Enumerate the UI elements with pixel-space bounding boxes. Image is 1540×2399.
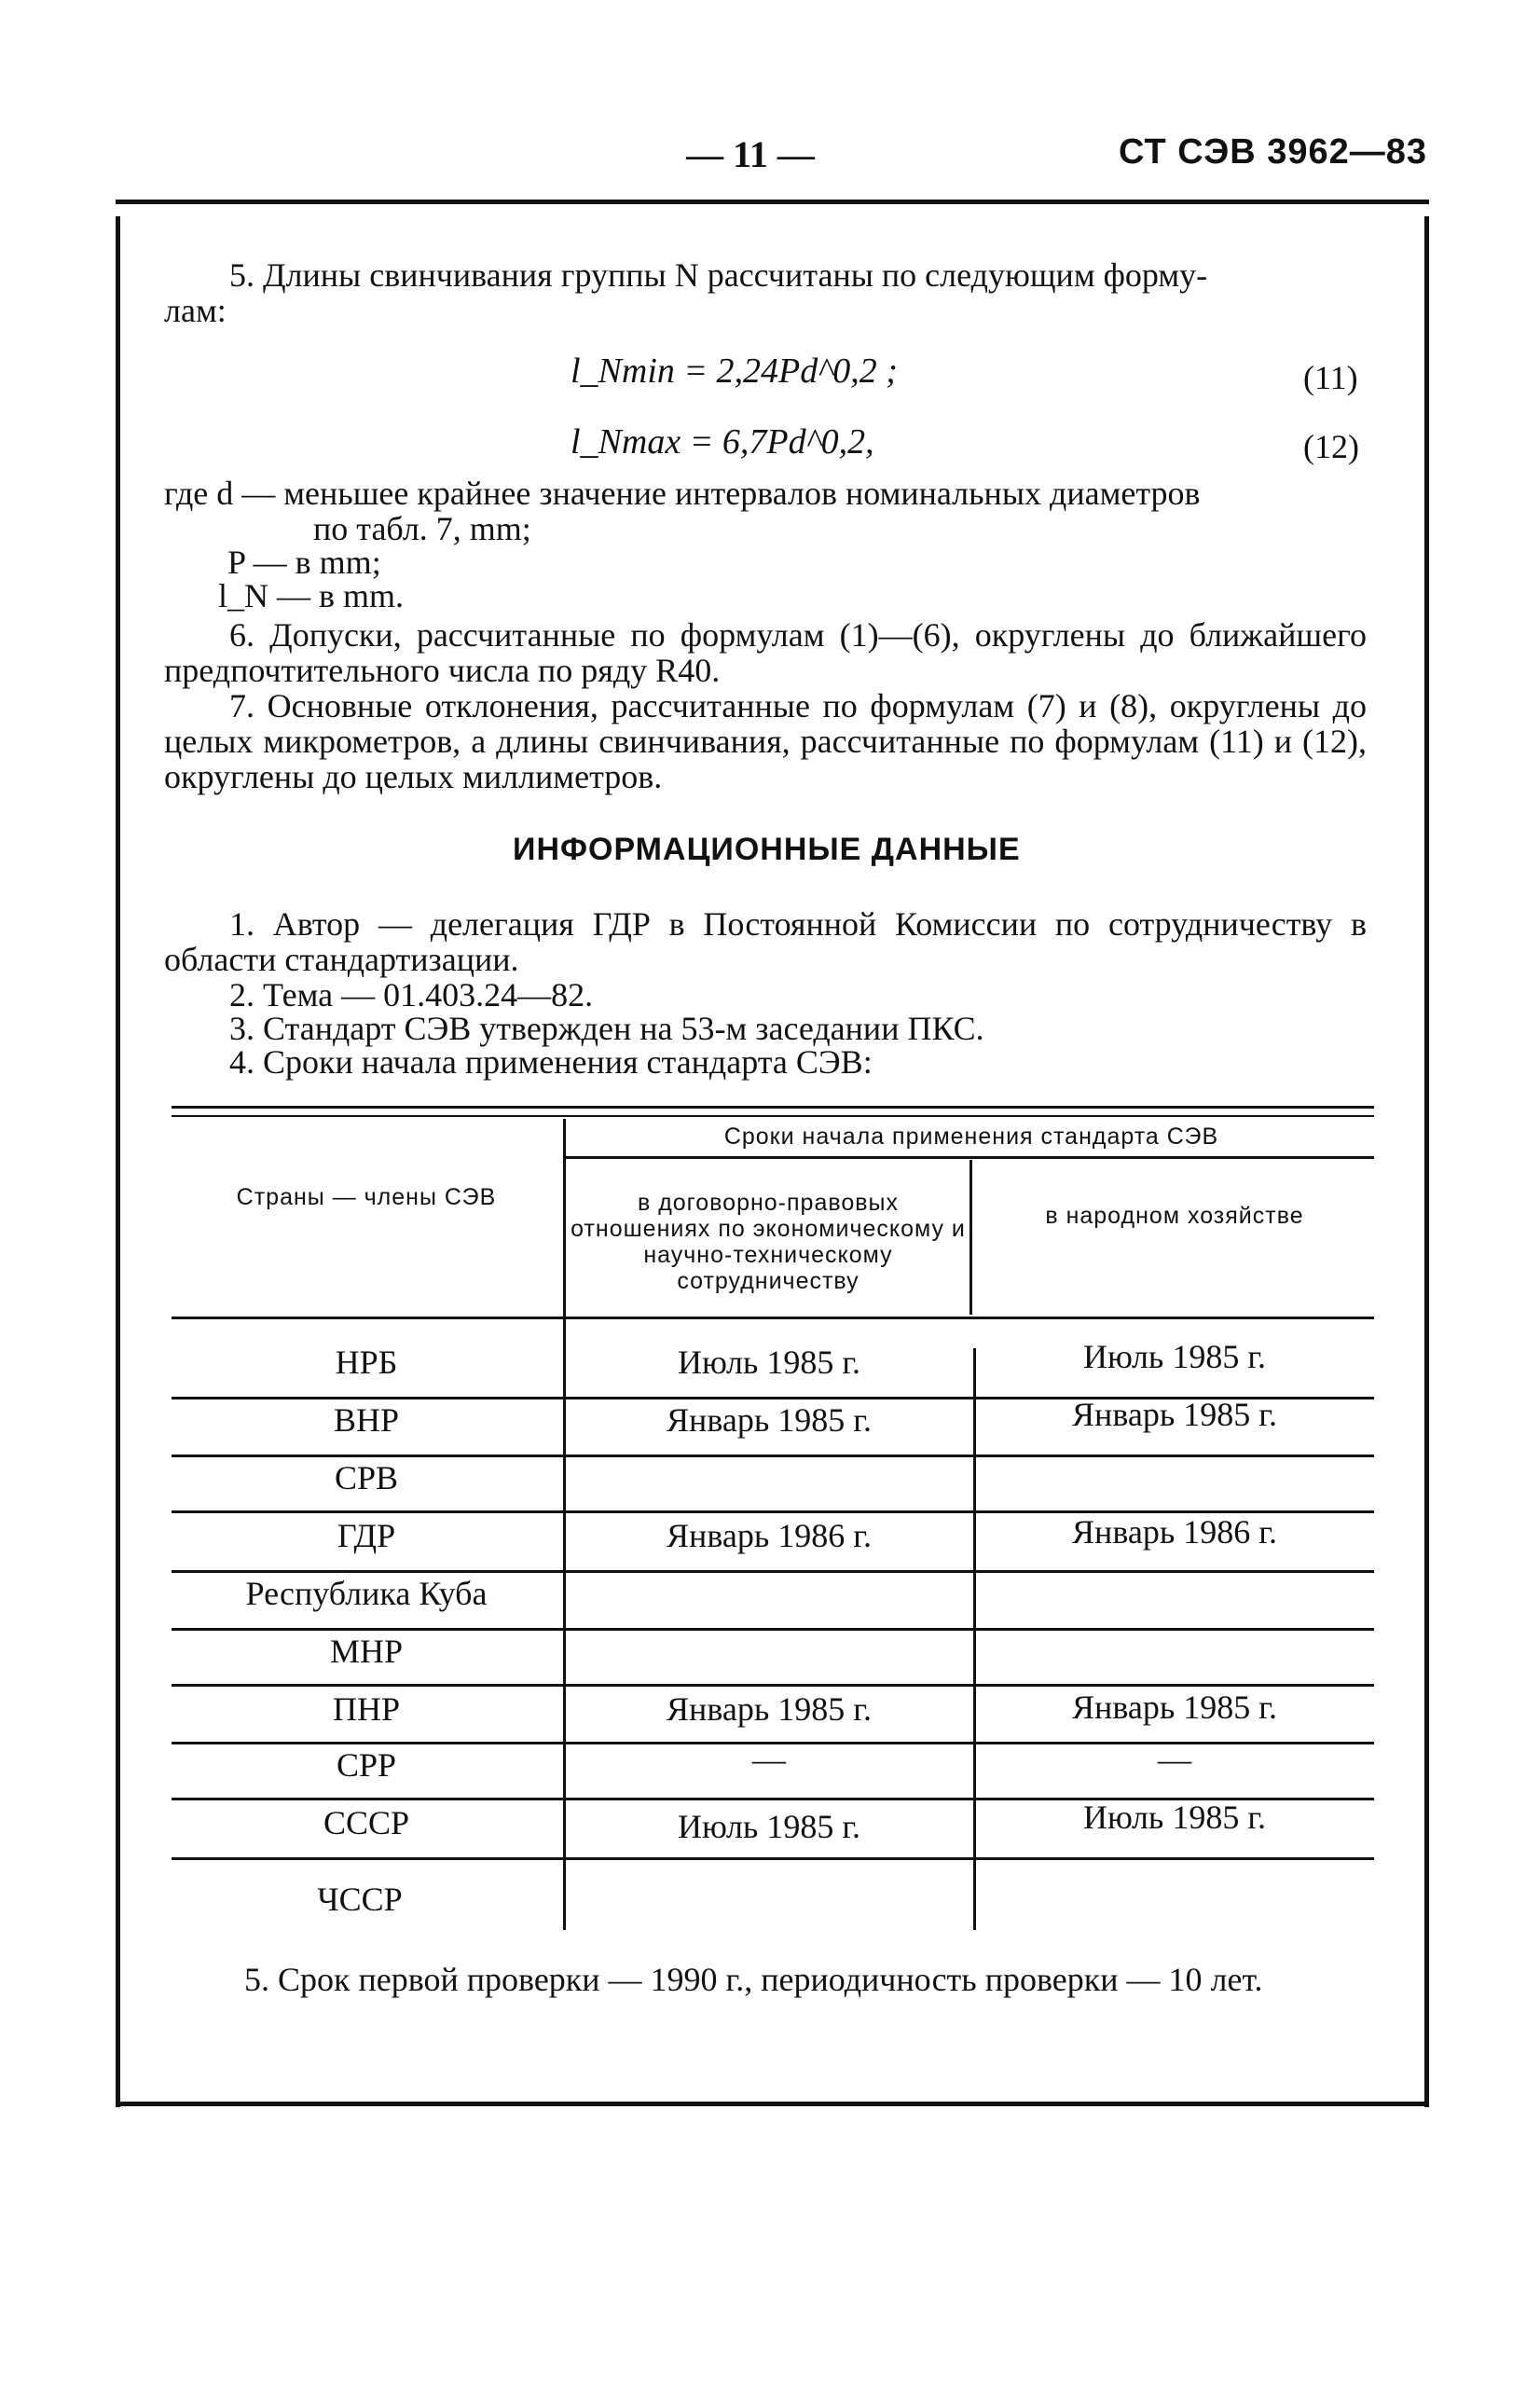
table-header-rule xyxy=(172,1317,1374,1319)
frame-bottom-rule xyxy=(116,2102,1429,2106)
info-item4: 4. Сроки начала применения стандарта СЭВ: xyxy=(229,1043,873,1081)
table-cell-country: СРР xyxy=(336,1746,397,1784)
info-item2: 2. Тема — 01.403.24—82. xyxy=(229,976,594,1013)
table-cell-economy: — xyxy=(1158,1741,1191,1778)
where-line2: по табл. 7, mm; xyxy=(313,510,531,547)
table-cell-country: ЧССР xyxy=(317,1881,403,1918)
info-item1: 1. Автор — делегация ГДР в Постоянной Комиссии по сотрудничеству в области стандартизации. xyxy=(164,905,1367,978)
table-vline-2 xyxy=(973,1348,976,1930)
info-item5: 5. Срок первой проверки — 1990 г., периодичность проверки — 10 лет. xyxy=(244,1961,1263,1998)
table-cell-contract: Январь 1986 г. xyxy=(667,1517,872,1554)
page-number: — 11 — xyxy=(686,133,815,175)
item5-line1: 5. Длины свинчивания группы N рассчитаны по следующим форму- xyxy=(229,256,1208,294)
row-rule-2 xyxy=(172,1455,1374,1457)
formula-12: l_Nmax = 6,7Pd^0,2, xyxy=(571,422,874,462)
row-rule-9 xyxy=(172,1857,1374,1860)
table-cell-contract: Июль 1985 г. xyxy=(677,1808,861,1845)
table-cell-country: Республика Куба xyxy=(245,1575,488,1612)
table-top-rule xyxy=(172,1106,1374,1109)
frame-top-rule xyxy=(116,200,1429,204)
table-cell-country: ПНР xyxy=(332,1690,401,1728)
table-cell-economy: Январь 1985 г. xyxy=(1072,1396,1277,1433)
frame-right-rule xyxy=(1424,216,1429,2107)
formula-11: l_Nmin = 2,24Pd^0,2 ; xyxy=(571,352,898,391)
table-cell-country: МНР xyxy=(329,1633,404,1670)
table-cell-contract: — xyxy=(752,1741,786,1778)
header-economy: в народном хозяйстве xyxy=(1045,1203,1304,1229)
table-vline-1 xyxy=(563,1119,566,1930)
info-item3: 3. Стандарт СЭВ утвержден на 53-м заседании ПКС. xyxy=(229,1010,984,1047)
table-cell-country: ВНР xyxy=(333,1401,400,1439)
row-rule-4 xyxy=(172,1570,1374,1573)
where-line4: l_N — в mm. xyxy=(218,577,405,614)
table-cell-country: ГДР xyxy=(337,1517,396,1554)
header-group: Сроки начала применения стандарта СЭВ xyxy=(723,1124,1219,1150)
item7-text: 7. Основные отклонения, рассчитанные по формулам (7) и (8), округлены до целых микрометров, а длины свинчивания, рассчитанные по формулам (11) и (12), округлены до целых миллиметров. xyxy=(164,687,1367,795)
where-line1: где d — меньшее крайнее значение интервалов номинальных диаметров xyxy=(164,475,1201,512)
table-cell-economy: Январь 1986 г. xyxy=(1072,1513,1277,1551)
section-title: ИНФОРМАЦИОННЫЕ ДАННЫЕ xyxy=(513,832,1021,867)
standard-code: СТ СЭВ 3962—83 xyxy=(1119,132,1428,172)
table-group-rule xyxy=(563,1156,1374,1159)
formula-12-label: (12) xyxy=(1303,428,1359,465)
row-rule-5 xyxy=(172,1628,1374,1631)
table-cell-country: СССР xyxy=(323,1804,410,1841)
table-top-rule-2 xyxy=(172,1115,1374,1117)
item5-line2: лам: xyxy=(164,292,227,329)
table-cell-economy: Июль 1985 г. xyxy=(1082,1338,1267,1375)
table-cell-country: СРВ xyxy=(334,1459,399,1496)
table-cell-economy: Январь 1985 г. xyxy=(1072,1689,1277,1726)
table-vline-2-head xyxy=(969,1160,972,1315)
item6-text: 6. Допуски, рассчитанные по формулам (1)—(6), округлены до ближайшего предпочтительного числа по ряду R40. xyxy=(164,616,1367,689)
header-contract: в договорно-правовых отношениях по экономическому и научно-техническому сотрудничеству xyxy=(571,1190,966,1294)
table-cell-contract: Июль 1985 г. xyxy=(677,1344,861,1381)
frame-left-rule xyxy=(116,216,120,2107)
where-line3: P — в mm; xyxy=(227,544,381,581)
header-country: Страны — члены СЭВ xyxy=(236,1184,497,1210)
table-cell-country: НРБ xyxy=(335,1344,398,1381)
row-rule-6 xyxy=(172,1684,1374,1687)
table-cell-contract: Январь 1985 г. xyxy=(667,1690,872,1728)
formula-11-label: (11) xyxy=(1303,359,1358,396)
table-cell-economy: Июль 1985 г. xyxy=(1082,1799,1267,1836)
table-cell-contract: Январь 1985 г. xyxy=(667,1401,872,1439)
